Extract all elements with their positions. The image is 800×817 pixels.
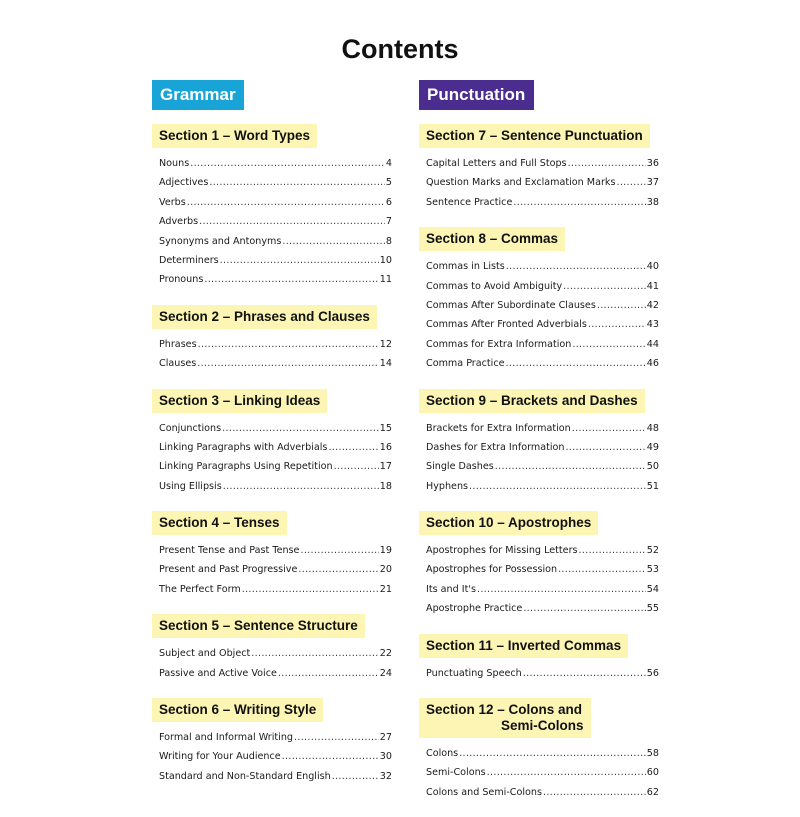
section-title: Section 6 – Writing Style xyxy=(152,698,323,722)
section-title: Section 7 – Sentence Punctuation xyxy=(419,124,650,148)
toc-entry[interactable] xyxy=(426,354,659,373)
punctuation-header: Punctuation xyxy=(419,80,534,110)
section-7 xyxy=(419,124,659,212)
page-number: 12 xyxy=(379,338,392,350)
toc-entry[interactable] xyxy=(426,763,659,782)
entry-label: Clauses xyxy=(159,358,197,370)
entry-label: Pronouns xyxy=(159,274,204,286)
dot-leader xyxy=(558,560,646,579)
toc-entry[interactable] xyxy=(426,173,659,192)
page-number: 49 xyxy=(646,441,659,453)
section-title: Section 11 – Inverted Commas xyxy=(419,634,628,658)
entry-label: Writing for Your Audience xyxy=(159,751,281,763)
entry-label: Present Tense and Past Tense xyxy=(159,545,300,557)
section-title xyxy=(419,698,591,738)
entry-label: Conjunctions xyxy=(159,422,222,434)
page-number: 8 xyxy=(385,235,392,247)
section-title: Section 8 – Commas xyxy=(419,227,565,251)
page-number: 5 xyxy=(385,177,392,189)
page-number: 11 xyxy=(379,274,392,286)
entry-label: Passive and Active Voice xyxy=(159,667,277,679)
toc-entry[interactable] xyxy=(159,580,392,599)
entry-label: Synonyms and Antonyms xyxy=(159,235,282,247)
entry-label: Its and It's xyxy=(426,583,476,595)
dot-leader xyxy=(506,257,646,276)
entry-label: Present and Past Progressive xyxy=(159,564,298,576)
toc-entry[interactable] xyxy=(159,270,392,289)
dot-leader xyxy=(572,335,645,354)
page-number: 52 xyxy=(646,545,659,557)
entry-label: Commas for Extra Information xyxy=(426,338,572,350)
page-number: 17 xyxy=(379,461,392,473)
toc-entry[interactable] xyxy=(159,560,392,579)
page-number: 55 xyxy=(646,603,659,615)
toc-entry[interactable] xyxy=(426,335,659,354)
toc-entry[interactable] xyxy=(159,767,392,786)
entry-label: Verbs xyxy=(159,196,186,208)
section-5 xyxy=(152,614,392,683)
entry-label: Adjectives xyxy=(159,177,209,189)
page-number: 19 xyxy=(379,545,392,557)
page-number: 36 xyxy=(646,158,659,169)
dot-leader xyxy=(332,767,379,786)
section-10 xyxy=(419,511,659,619)
section-12 xyxy=(419,698,659,802)
dot-leader xyxy=(220,251,379,270)
page-number: 18 xyxy=(379,480,392,492)
entry-label: Capital Letters and Full Stops xyxy=(426,158,567,169)
section-title: Section 2 – Phrases and Clauses xyxy=(152,305,377,329)
entry-label: Semi-Colons xyxy=(426,767,486,779)
page-number: 53 xyxy=(646,564,659,576)
dot-leader xyxy=(563,277,646,296)
dot-leader xyxy=(487,763,646,782)
entry-label: Commas After Subordinate Clauses xyxy=(426,299,596,311)
dot-leader xyxy=(459,744,646,763)
entry-label: Phrases xyxy=(159,338,197,350)
page-number: 54 xyxy=(646,583,659,595)
section-3 xyxy=(152,389,392,497)
section-title: Section 1 – Word Types xyxy=(152,124,317,148)
grammar-column xyxy=(152,80,392,801)
toc-entry[interactable] xyxy=(159,335,392,354)
entry-label: Commas After Fronted Adverbials xyxy=(426,319,587,331)
dot-leader xyxy=(282,747,379,766)
section-8 xyxy=(419,227,659,373)
toc-entry[interactable] xyxy=(159,354,392,373)
dot-leader xyxy=(523,664,646,683)
entry-label: Sentence Practice xyxy=(426,196,513,208)
dot-leader xyxy=(477,580,646,599)
section-9 xyxy=(419,389,659,497)
page-title: Contents xyxy=(341,34,459,64)
toc-entry[interactable] xyxy=(426,154,659,173)
entry-label: Nouns xyxy=(159,158,190,169)
dot-leader xyxy=(568,154,646,173)
section-title: Section 10 – Apostrophes xyxy=(419,511,598,535)
page-number: 58 xyxy=(646,748,659,760)
entry-label: Colons and Semi-Colons xyxy=(426,786,542,798)
toc-entry[interactable] xyxy=(159,212,392,231)
entry-label: Formal and Informal Writing xyxy=(159,732,293,744)
entry-label: Comma Practice xyxy=(426,358,505,370)
toc-entry[interactable] xyxy=(426,193,659,212)
entry-label: Question Marks and Exclamation Marks xyxy=(426,177,616,189)
dot-leader xyxy=(278,664,379,683)
dot-leader xyxy=(506,354,646,373)
toc-entry[interactable] xyxy=(159,438,392,457)
toc-entry[interactable] xyxy=(426,457,659,476)
section-title: Section 5 – Sentence Structure xyxy=(152,614,365,638)
section-2 xyxy=(152,305,392,374)
toc-entry[interactable] xyxy=(426,783,659,802)
section-title: Section 4 – Tenses xyxy=(152,511,287,535)
page-number: 60 xyxy=(646,767,659,779)
page-number: 22 xyxy=(379,648,392,660)
dot-leader xyxy=(198,335,379,354)
toc-entry[interactable] xyxy=(426,664,659,683)
toc-entry[interactable] xyxy=(159,193,392,212)
dot-leader xyxy=(197,354,379,373)
dot-leader xyxy=(572,419,646,438)
page-number: 50 xyxy=(646,461,659,473)
dot-leader xyxy=(251,644,379,663)
entry-label: Subject and Object xyxy=(159,648,251,660)
dot-leader xyxy=(513,193,645,212)
toc-entry[interactable] xyxy=(426,580,659,599)
section-title-line-1: Section 12 – Colons and xyxy=(426,702,583,718)
dot-leader xyxy=(588,315,646,334)
toc-entry[interactable] xyxy=(159,173,392,192)
entry-label: Single Dashes xyxy=(426,461,494,473)
toc-entry[interactable] xyxy=(426,599,659,618)
toc-entry[interactable] xyxy=(426,560,659,579)
toc-entry[interactable] xyxy=(159,728,392,747)
dot-leader xyxy=(209,173,385,192)
dot-leader xyxy=(223,477,379,496)
page-number: 48 xyxy=(646,422,659,434)
page-number: 15 xyxy=(379,422,392,434)
entry-label: Determiners xyxy=(159,254,219,266)
section-1 xyxy=(152,124,392,290)
entry-label: Hyphens xyxy=(426,480,469,492)
toc-entry[interactable] xyxy=(159,541,392,560)
entry-label: Punctuating Speech xyxy=(426,667,522,679)
entry-label: Dashes for Extra Information xyxy=(426,441,565,453)
toc-entry[interactable] xyxy=(159,664,392,683)
dot-leader xyxy=(187,193,385,212)
toc-entry[interactable] xyxy=(159,154,392,173)
dot-leader xyxy=(199,212,385,231)
dot-leader xyxy=(334,457,379,476)
dot-leader xyxy=(469,477,646,496)
entry-label: The Perfect Form xyxy=(159,583,241,595)
page-number: 46 xyxy=(646,358,659,370)
entry-label: Brackets for Extra Information xyxy=(426,422,571,434)
toc-entry[interactable] xyxy=(426,744,659,763)
page-number: 7 xyxy=(385,216,392,228)
page-number: 24 xyxy=(379,667,392,679)
page-number: 30 xyxy=(379,751,392,763)
dot-leader xyxy=(328,438,378,457)
entry-label: Colons xyxy=(426,748,459,760)
dot-leader xyxy=(300,541,378,560)
entry-label: Apostrophes for Possession xyxy=(426,564,558,576)
page-number: 4 xyxy=(385,158,392,169)
page-number: 32 xyxy=(379,770,392,782)
dot-leader xyxy=(190,154,385,173)
page-number: 41 xyxy=(646,280,659,292)
toc-entry[interactable] xyxy=(426,296,659,315)
toc-entry[interactable] xyxy=(159,419,392,438)
entry-label: Apostrophes for Missing Letters xyxy=(426,545,578,557)
toc-entry[interactable] xyxy=(159,644,392,663)
section-4 xyxy=(152,511,392,599)
section-title: Section 9 – Brackets and Dashes xyxy=(419,389,645,413)
page-number: 44 xyxy=(646,338,659,350)
dot-leader xyxy=(204,270,378,289)
page-number: 21 xyxy=(379,583,392,595)
dot-leader xyxy=(298,560,378,579)
entry-label: Standard and Non-Standard English xyxy=(159,770,331,782)
page-number: 56 xyxy=(646,667,659,679)
toc-entry[interactable] xyxy=(426,257,659,276)
dot-leader xyxy=(597,296,646,315)
dot-leader xyxy=(294,728,379,747)
entry-label: Commas in Lists xyxy=(426,261,505,273)
page-number: 14 xyxy=(379,358,392,370)
toc-entry[interactable] xyxy=(159,232,392,251)
toc-entry[interactable] xyxy=(159,251,392,270)
dot-leader xyxy=(242,580,379,599)
page-number: 37 xyxy=(646,177,659,189)
section-title: Section 3 – Linking Ideas xyxy=(152,389,327,413)
page-number: 42 xyxy=(646,299,659,311)
page-number: 43 xyxy=(646,319,659,331)
entry-label: Adverbs xyxy=(159,216,199,228)
page-number: 10 xyxy=(379,254,392,266)
dot-leader xyxy=(579,541,646,560)
page-number: 51 xyxy=(646,480,659,492)
dot-leader xyxy=(495,457,646,476)
page-number: 16 xyxy=(379,441,392,453)
dot-leader xyxy=(222,419,379,438)
section-6 xyxy=(152,698,392,786)
entry-label: Linking Paragraphs with Adverbials xyxy=(159,441,328,453)
section-11 xyxy=(419,634,659,683)
section-title-line-2: Semi-Colons xyxy=(501,718,584,734)
toc-entry[interactable] xyxy=(426,419,659,438)
page-number: 62 xyxy=(646,786,659,798)
toc-entry[interactable] xyxy=(426,277,659,296)
entry-label: Using Ellipsis xyxy=(159,480,222,492)
toc-entry[interactable] xyxy=(159,457,392,476)
toc-entry[interactable] xyxy=(426,477,659,496)
dot-leader xyxy=(523,599,645,618)
entry-label: Linking Paragraphs Using Repetition xyxy=(159,461,333,473)
punctuation-column xyxy=(419,80,659,817)
dot-leader xyxy=(543,783,646,802)
dot-leader xyxy=(565,438,645,457)
page-number: 20 xyxy=(379,564,392,576)
dot-leader xyxy=(616,173,645,192)
toc-entry[interactable] xyxy=(426,438,659,457)
page-number: 38 xyxy=(646,196,659,208)
entry-label: Apostrophe Practice xyxy=(426,603,523,615)
entry-label: Commas to Avoid Ambiguity xyxy=(426,280,563,292)
toc-entry[interactable] xyxy=(159,477,392,496)
dot-leader xyxy=(282,232,385,251)
toc-entry[interactable] xyxy=(159,747,392,766)
toc-entry[interactable] xyxy=(426,541,659,560)
page-number: 40 xyxy=(646,261,659,273)
page-number: 6 xyxy=(385,196,392,208)
grammar-header: Grammar xyxy=(152,80,244,110)
page-number: 27 xyxy=(379,732,392,744)
toc-entry[interactable] xyxy=(426,315,659,334)
